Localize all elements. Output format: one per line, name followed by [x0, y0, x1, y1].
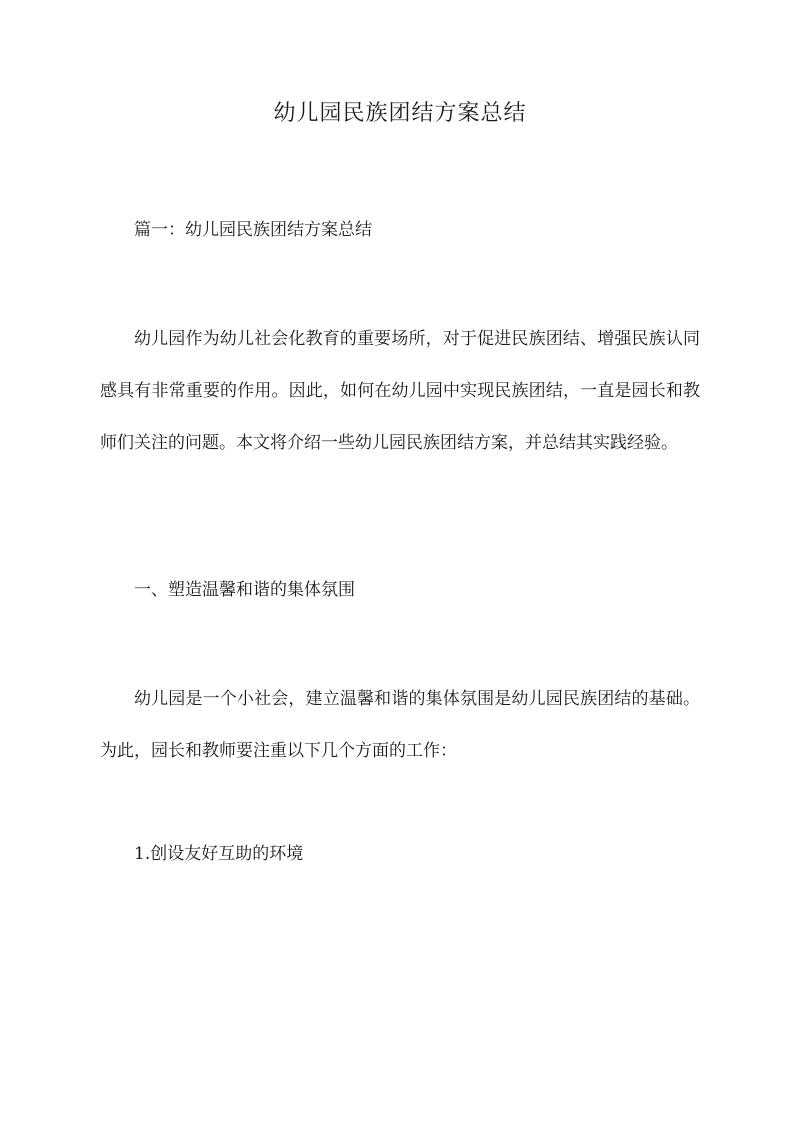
- item-one-heading: 1.创设友好互助的环境: [134, 844, 304, 864]
- part-one-paragraph: 幼儿园是一个小社会，建立温馨和谐的集体氛围是幼儿园民族团结的基础。为此，园长和教师要注重以下几个方面的工作：: [100, 689, 700, 761]
- intro-paragraph: 幼儿园作为幼儿社会化教育的重要场所，对于促进民族团结、增强民族认同感具有非常重要的作用。因此，如何在幼儿园中实现民族团结，一直是园长和教师们关注的问题。本文将介绍一些幼儿园民族团结方案，并总结其实践经验。: [100, 329, 700, 453]
- section-heading: 篇一：幼儿园民族团结方案总结: [134, 220, 372, 240]
- part-one-heading: 一、塑造温馨和谐的集体氛围: [134, 580, 355, 600]
- document-title: 幼儿园民族团结方案总结: [273, 101, 527, 126]
